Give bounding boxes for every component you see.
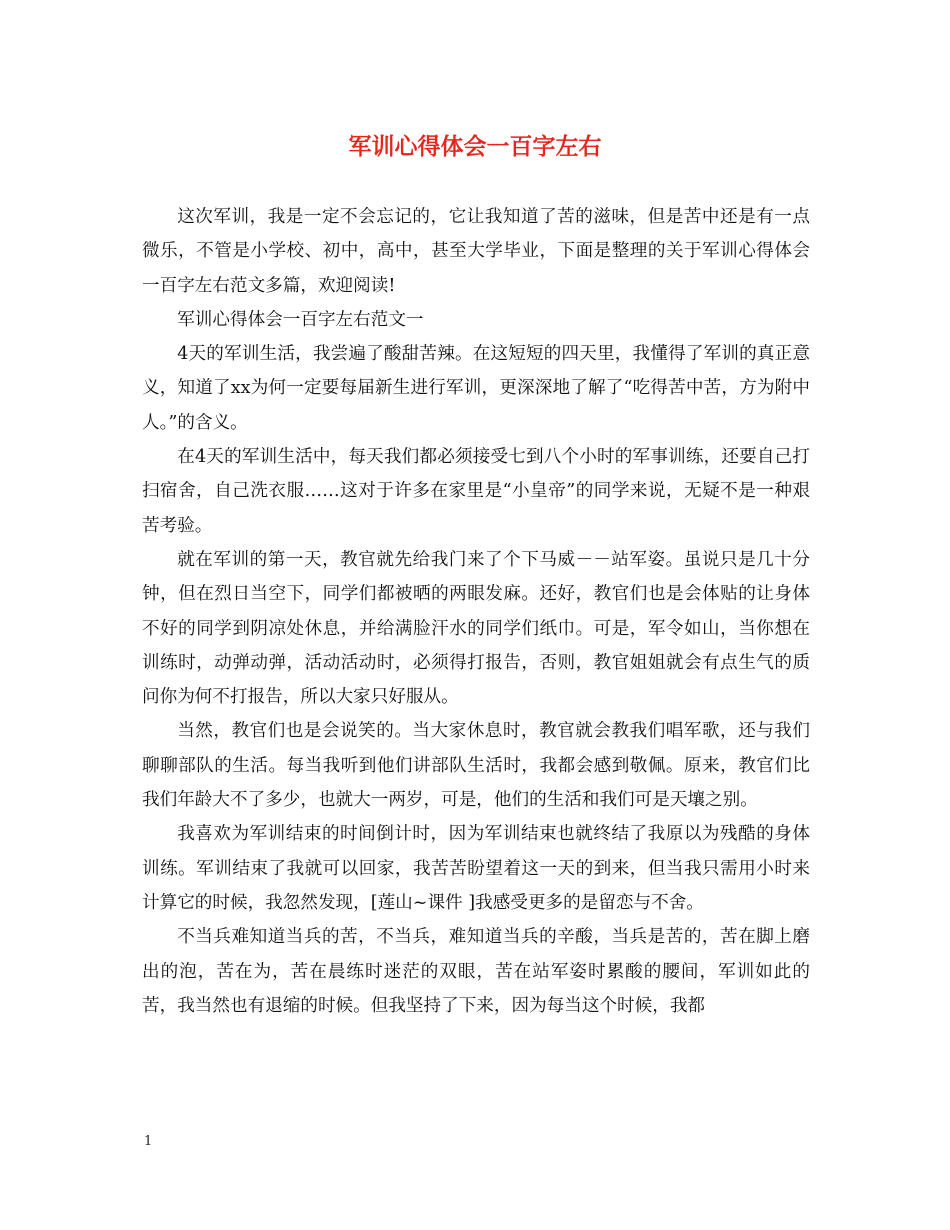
page-number: 1 [144, 1134, 153, 1149]
paragraph: 当然，教官们也是会说笑的。当大家休息时，教官就会教我们唱军歌，还与我们聊聊部队的生活。每当我听到他们讲部队生活时，我都会感到敬佩。原来，教官们比我们年龄大不了多少，也就大一两岁，可是，他们的生活和我们可是天壤之别。 [142, 721, 810, 811]
paragraph-intro: 这次军训，我是一定不会忘记的，它让我知道了苦的滋味，但是苦中还是有一点微乐，不管是小学校、初中，高中，甚至大学毕业，下面是整理的关于军训心得体会一百字左右范文多篇，欢迎阅读! [142, 207, 810, 296]
section-heading: 军训心得体会一百字左右范文一 [177, 309, 424, 330]
paragraph: 不当兵难知道当兵的苦，不当兵，难知道当兵的辛酸，当兵是苦的，苦在脚上磨出的泡，苦在为，苦在晨练时迷茫的双眼，苦在站军姿时累酸的腰间，军训如此的苦，我当然也有退缩的时候。但我坚持了下来，因为每当这个时候，我都 [142, 927, 810, 1016]
document-title: 军训心得体会一百字左右 [348, 133, 602, 160]
paragraph: 我喜欢为军训结束的时间倒计时，因为军训结束也就终结了我原以为残酷的身体训练。军训结束了我就可以回家，我苦苦盼望着这一天的到来，但当我只需用小时来计算它的时候，我忽然发现，[莲山~课件 ]我感受更多的是留恋与不舍。 [142, 824, 810, 913]
document-body [142, 200, 810, 1023]
paragraph: 就在军训的第一天，教官就先给我门来了个下马威－－站军姿。虽说只是几十分钟，但在烈日当空下，同学们都被晒的两眼发麻。还好，教官们也是会体贴的让身体不好的同学到阴凉处休息，并给满脸汗水的同学们纸巾。可是，军令如山，当你想在训练时，动弹动弹，活动活动时，必须得打报告，否则，教官姐姐就会有点生气的质问你为何不打报告，所以大家只好服从。 [142, 549, 810, 708]
paragraph: 在4天的军训生活中，每天我们都必须接受七到八个小时的军事训练，还要自己打扫宿舍，自己洗衣服……这对于许多在家里是“小皇帝”的同学来说，无疑不是一种艰苦考验。 [142, 447, 810, 536]
paragraph: 4天的军训生活，我尝遍了酸甜苦辣。在这短短的四天里，我懂得了军训的真正意义，知道了xx为何一定要每届新生进行军训，更深深地了解了“吃得苦中苦，方为附中人。”的含义。 [142, 344, 810, 433]
